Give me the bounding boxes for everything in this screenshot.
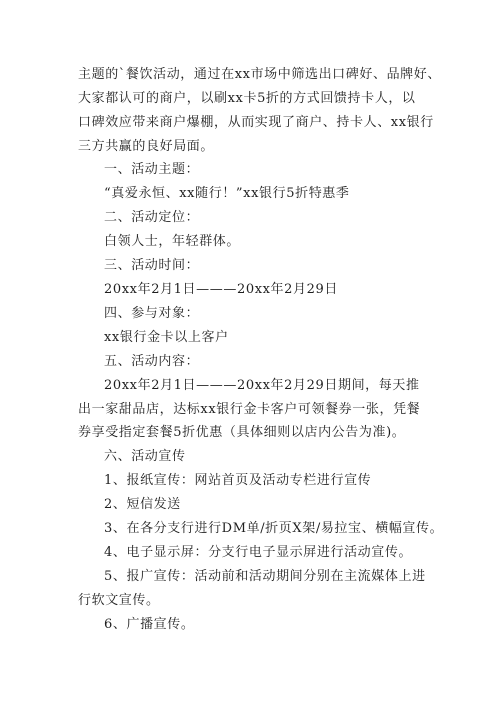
- intro-line-4: 三方共赢的良好局面。: [78, 139, 215, 154]
- section-content-line-1: 20xx年2月1日———20xx年2月29日期间，每天推: [104, 378, 420, 393]
- section-content-heading: 五、活动内容：: [104, 354, 200, 369]
- section-theme-heading: 一、活动主题：: [104, 162, 200, 177]
- promotion-item-5: 5、报广宣传：活动前和活动期间分别在主流媒体上进: [104, 569, 426, 584]
- promotion-item-5-continued: 行软文宣传。: [78, 593, 160, 608]
- section-time-content: 20xx年2月1日———20xx年2月29日: [104, 282, 338, 297]
- section-positioning-heading: 二、活动定位：: [104, 210, 200, 225]
- promotion-item-4: 4、电子显示屏：分支行电子显示屏进行活动宣传。: [104, 545, 413, 560]
- section-content-line-3: 券享受指定套餐5折优惠（具体细则以店内公告为准)。: [78, 425, 406, 440]
- section-positioning-content: 白领人士，年轻群体。: [104, 234, 241, 249]
- section-theme-content: “真爱永恒、xx随行！”xx银行5折特惠季: [104, 186, 350, 201]
- section-audience-content: xx银行金卡以上客户: [104, 330, 229, 345]
- section-time-heading: 三、活动时间：: [104, 258, 200, 273]
- intro-line-1: 主题的`餐饮活动，通过在xx市场中筛选出口碑好、品牌好、: [78, 67, 441, 82]
- intro-line-3: 口碑效应带来商户爆棚，从而实现了商户、持卡人、xx银行: [78, 115, 434, 130]
- promotion-item-6: 6、广播宣传。: [104, 617, 195, 632]
- promotion-item-1: 1、报纸宣传：网站首页及活动专栏进行宣传: [104, 473, 372, 488]
- promotion-item-2: 2、短信发送: [104, 497, 181, 512]
- section-content-line-2: 出一家甜品店，达标xx银行金卡客户可领餐券一张，凭餐: [78, 402, 421, 417]
- intro-line-2: 大家都认可的商户，以刷xx卡5折的方式回馈持卡人，以: [78, 91, 416, 106]
- promotion-item-3: 3、在各分支行进行DM单/折页X架/易拉宝、横幅宣传。: [104, 521, 444, 536]
- section-audience-heading: 四、参与对象：: [104, 306, 200, 321]
- section-promotion-heading: 六、活动宣传: [104, 449, 186, 464]
